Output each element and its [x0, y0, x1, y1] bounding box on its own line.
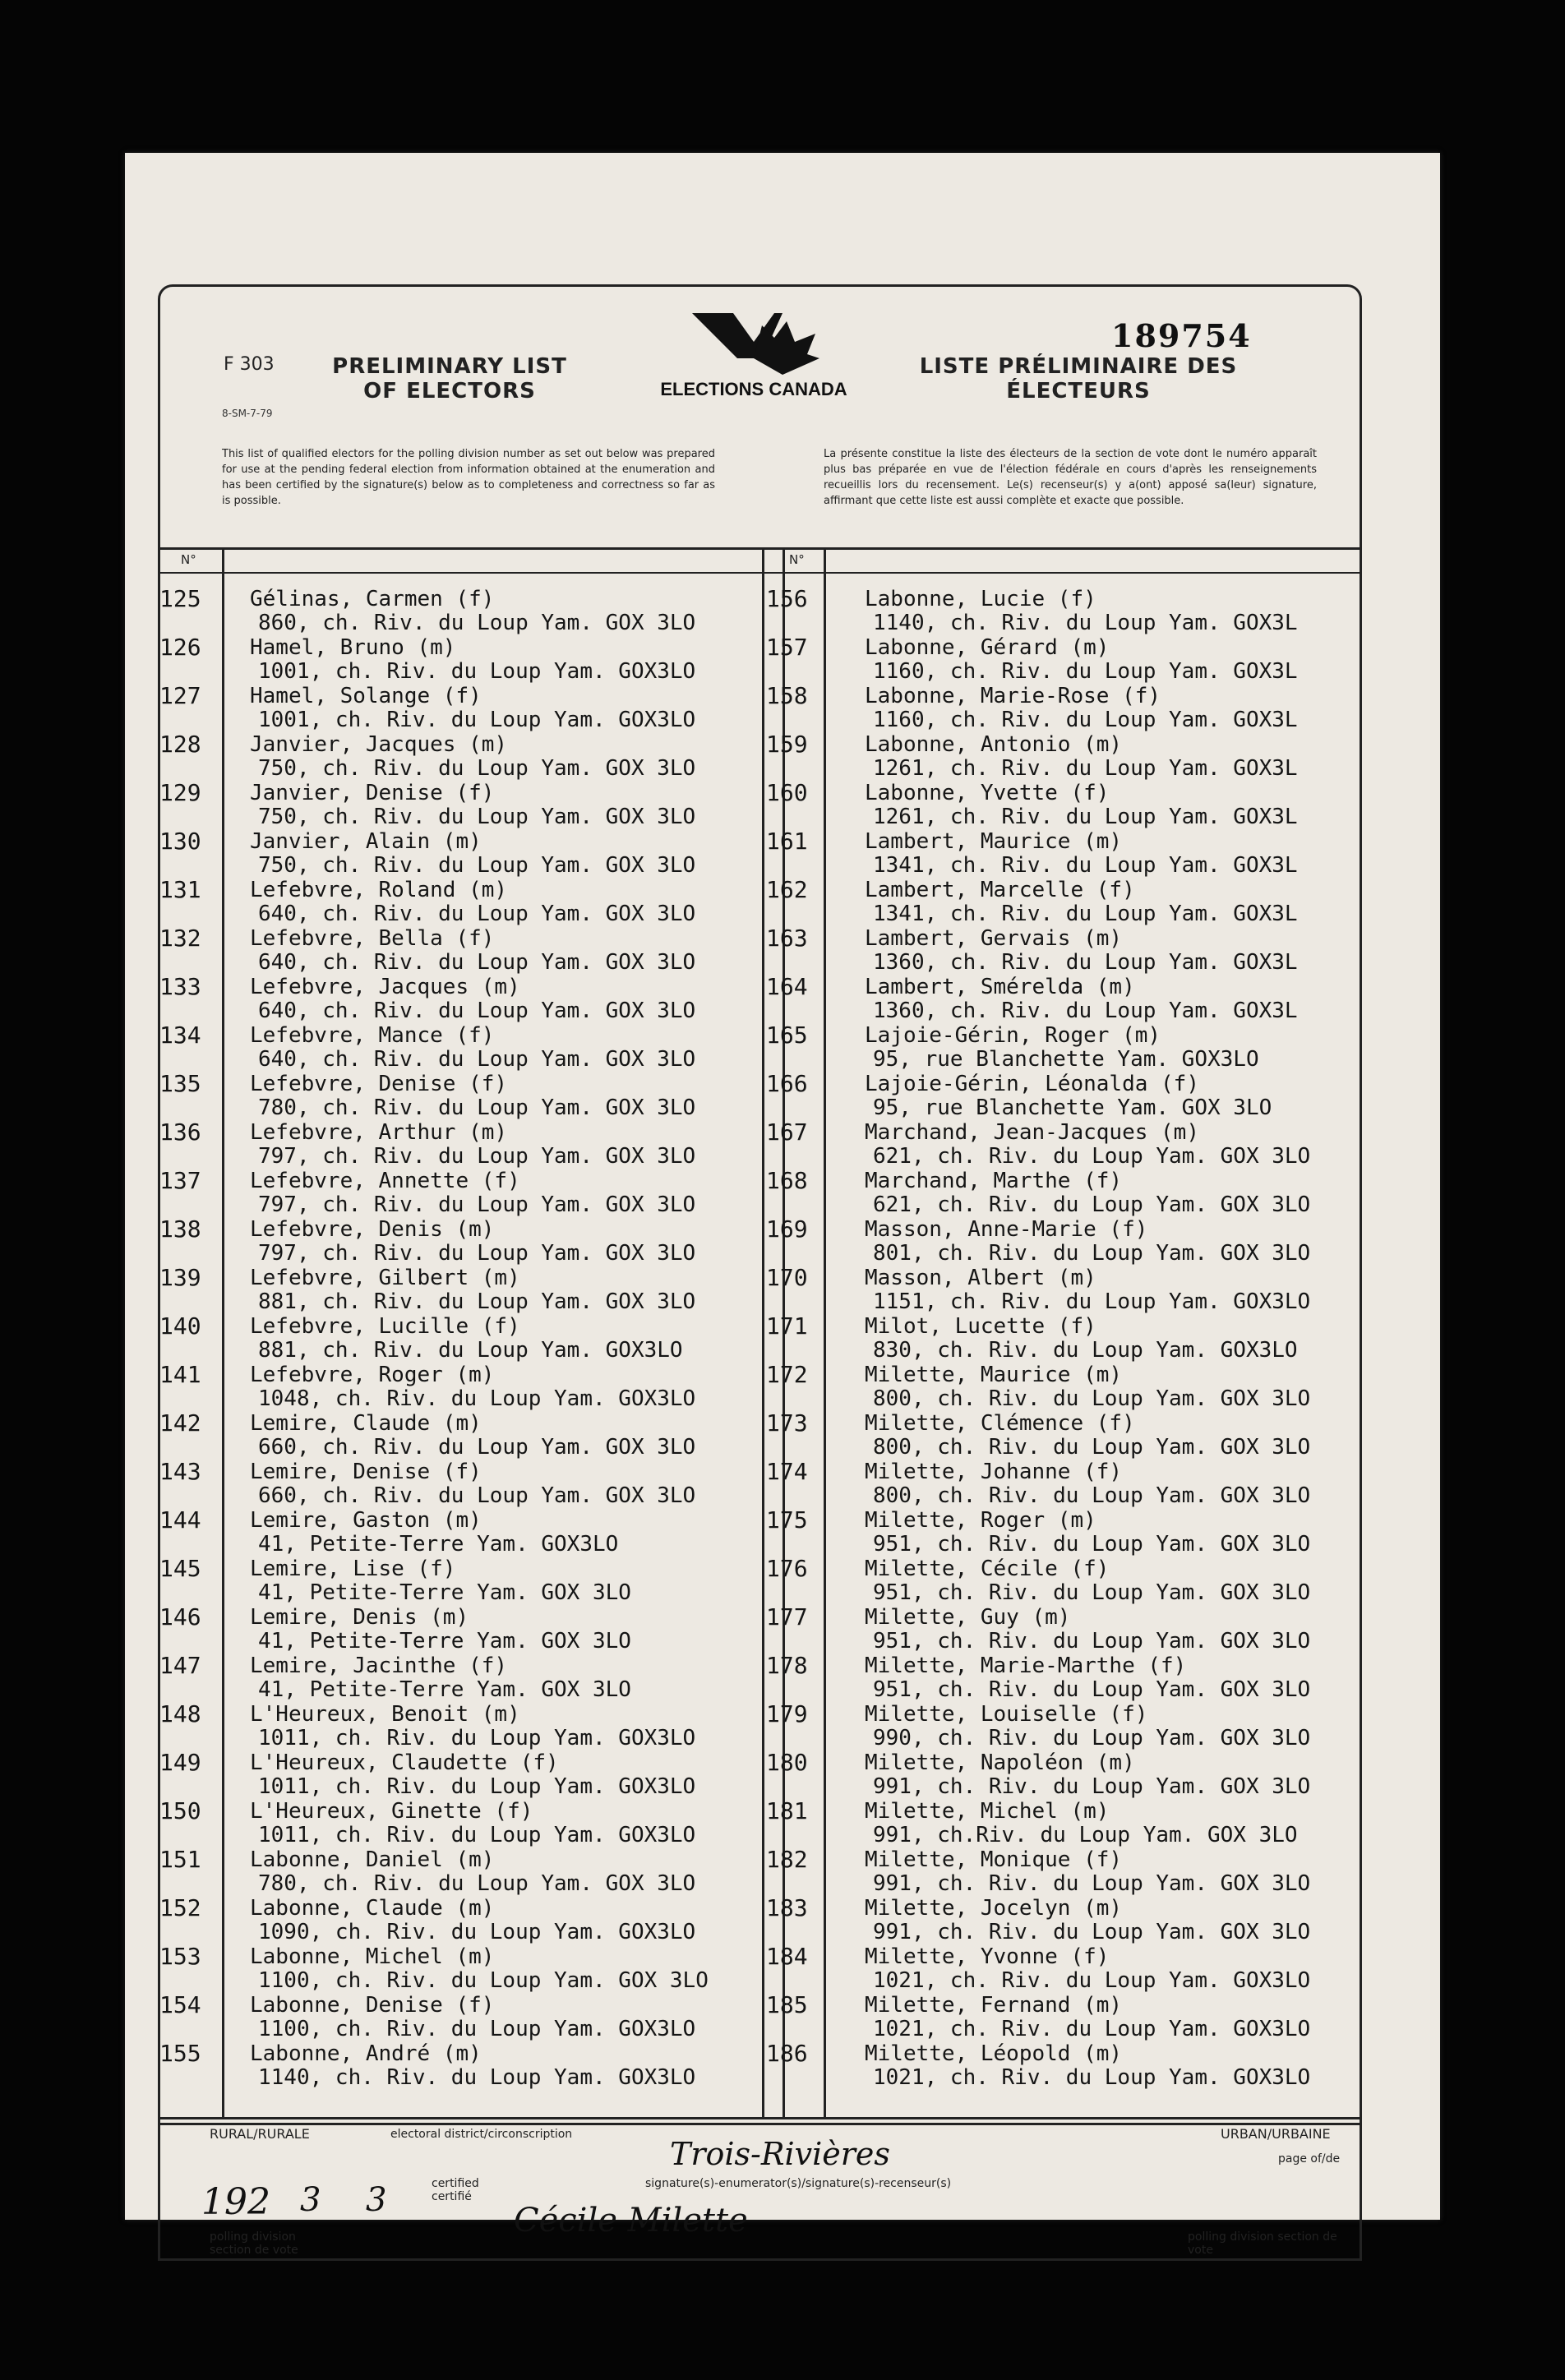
elector-name: Lefebvre, Denis (m)	[250, 1217, 495, 1242]
elector-address: 1100, ch. Riv. du Loup Yam. GOX3LO	[258, 2017, 696, 2041]
elector-name: Marchand, Marthe (f)	[865, 1169, 1123, 1193]
elector-name: Lajoie-Gérin, Léonalda (f)	[865, 1072, 1199, 1096]
elector-entry	[159, 1799, 759, 1847]
elector-entry	[766, 1896, 1358, 1944]
title-fr: LISTE PRÉLIMINAIRE DES ÉLECTEURS	[919, 354, 1238, 404]
elector-address: 1140, ch. Riv. du Loup Yam. GOX3L	[873, 611, 1298, 635]
elector-name: Milette, Louiselle (f)	[865, 1702, 1148, 1727]
district-label: electoral district/circonscription	[390, 2128, 573, 2141]
rural-label: RURAL/RURALE	[210, 2126, 310, 2142]
elector-number: 139	[159, 1264, 201, 1291]
elector-name: Lefebvre, Bella (f)	[250, 926, 495, 951]
elector-name: Labonne, Denise (f)	[250, 1993, 495, 2018]
polling-label: polling division section de vote	[210, 2230, 298, 2257]
elector-address: 797, ch. Riv. du Loup Yam. GOX 3LO	[258, 1144, 696, 1169]
elector-name: Lefebvre, Denise (f)	[250, 1072, 508, 1096]
elector-number: 179	[766, 1700, 808, 1727]
elections-canada-logo	[660, 309, 847, 416]
elector-entry	[766, 926, 1358, 975]
elector-entry	[766, 1508, 1358, 1557]
elector-entry	[159, 635, 759, 684]
elector-number: 178	[766, 1652, 808, 1679]
elector-number: 181	[766, 1797, 808, 1824]
elector-entry	[159, 1654, 759, 1702]
document-page	[125, 153, 1440, 2257]
enumerator-signature: Cécile Milette	[514, 2202, 748, 2239]
elector-entry	[159, 781, 759, 829]
elector-number: 153	[159, 1943, 201, 1970]
elector-number: 167	[766, 1119, 808, 1146]
elector-name: Lemire, Claude (m)	[250, 1411, 482, 1436]
elector-entry	[766, 732, 1358, 781]
elector-number: 126	[159, 634, 201, 661]
logo-text: ELECTIONS CANADA	[660, 379, 847, 399]
elector-number: 128	[159, 731, 201, 758]
elector-name: Milette, Johanne (f)	[865, 1460, 1123, 1484]
table-top-rule	[158, 547, 1362, 550]
mid-rule-a	[762, 547, 764, 2117]
elector-name: Lambert, Marcelle (f)	[865, 878, 1135, 902]
elector-name: Lefebvre, Arthur (m)	[250, 1120, 508, 1145]
elector-number: 155	[159, 2040, 201, 2067]
elector-entry	[766, 1266, 1358, 1314]
elector-name: Lefebvre, Annette (f)	[250, 1169, 520, 1193]
elector-address: 95, rue Blanchette Yam. GOX 3LO	[873, 1095, 1272, 1120]
elector-name: Lemire, Lise (f)	[250, 1557, 456, 1581]
elector-number: 146	[159, 1603, 201, 1630]
elector-entry	[766, 1557, 1358, 1605]
elector-name: Labonne, Antonio (m)	[865, 732, 1123, 757]
elector-name: Labonne, André (m)	[250, 2041, 482, 2066]
elector-entry	[159, 1363, 759, 1411]
elector-number: 138	[159, 1215, 201, 1243]
elector-number: 127	[159, 682, 201, 709]
elector-number: 171	[766, 1312, 808, 1340]
elector-address: 1021, ch. Riv. du Loup Yam. GOX3LO	[873, 1968, 1311, 1993]
elector-number: 169	[766, 1215, 808, 1243]
elector-number: 183	[766, 1894, 808, 1921]
elector-number: 158	[766, 682, 808, 709]
elector-entry	[159, 1023, 759, 1072]
elector-name: Lajoie-Gérin, Roger (m)	[865, 1023, 1161, 1048]
elector-entry	[766, 1460, 1358, 1508]
elector-address: 800, ch. Riv. du Loup Yam. GOX 3LO	[873, 1435, 1311, 1460]
elector-number: 170	[766, 1264, 808, 1291]
elector-number: 151	[159, 1846, 201, 1873]
elector-entry	[159, 1557, 759, 1605]
elector-number: 135	[159, 1070, 201, 1097]
elector-address: 1261, ch. Riv. du Loup Yam. GOX3L	[873, 756, 1298, 781]
elector-number: 156	[766, 585, 808, 612]
elector-number: 162	[766, 876, 808, 903]
elector-address: 640, ch. Riv. du Loup Yam. GOX 3LO	[258, 950, 696, 975]
elector-address: 660, ch. Riv. du Loup Yam. GOX 3LO	[258, 1435, 696, 1460]
elector-address: 41, Petite-Terre Yam. GOX 3LO	[258, 1677, 631, 1702]
elector-entry	[766, 1411, 1358, 1460]
elector-address: 1151, ch. Riv. du Loup Yam. GOX3LO	[873, 1289, 1311, 1314]
elector-address: 797, ch. Riv. du Loup Yam. GOX 3LO	[258, 1192, 696, 1217]
elector-address: 780, ch. Riv. du Loup Yam. GOX 3LO	[258, 1871, 696, 1896]
elector-number: 130	[159, 828, 201, 855]
elector-entry	[159, 975, 759, 1023]
elector-address: 1360, ch. Riv. du Loup Yam. GOX3L	[873, 999, 1298, 1023]
elector-address: 95, rue Blanchette Yam. GOX3LO	[873, 1047, 1259, 1072]
elector-address: 991, ch. Riv. du Loup Yam. GOX 3LO	[873, 1774, 1311, 1799]
elector-address: 41, Petite-Terre Yam. GOX3LO	[258, 1532, 619, 1557]
elector-name: Lambert, Smérelda (m)	[865, 975, 1135, 999]
elector-number: 136	[159, 1119, 201, 1146]
elector-address: 780, ch. Riv. du Loup Yam. GOX 3LO	[258, 1095, 696, 1120]
elector-entry	[766, 781, 1358, 829]
elector-address: 830, ch. Riv. du Loup Yam. GOX3LO	[873, 1338, 1298, 1363]
elector-entry	[159, 1847, 759, 1896]
elector-name: Masson, Anne-Marie (f)	[865, 1217, 1148, 1242]
elector-number: 141	[159, 1361, 201, 1388]
elector-entry	[766, 1799, 1358, 1847]
elector-entry	[766, 1944, 1358, 1993]
elector-address: 621, ch. Riv. du Loup Yam. GOX 3LO	[873, 1144, 1311, 1169]
elector-entry	[766, 1169, 1358, 1217]
elector-name: Janvier, Alain (m)	[250, 829, 482, 854]
elector-address: 1100, ch. Riv. du Loup Yam. GOX 3LO	[258, 1968, 709, 1993]
elector-name: Milette, Marie-Marthe (f)	[865, 1654, 1187, 1678]
elector-name: Milette, Léopold (m)	[865, 2041, 1123, 2066]
elector-number: 157	[766, 634, 808, 661]
polling-label-urban: polling division section de vote	[1188, 2230, 1337, 2257]
elector-address: 860, ch. Riv. du Loup Yam. GOX 3LO	[258, 611, 696, 635]
elector-number: 154	[159, 1991, 201, 2018]
elector-address: 1021, ch. Riv. du Loup Yam. GOX3LO	[873, 2065, 1311, 2090]
signature-label: signature(s)-enumerator(s)/signature(s)-recenseur(s)	[645, 2177, 952, 2190]
intro-en: This list of qualified electors for the polling division number as set out below was prepared for use at the pending federal election from information obtained at the enumeration and has been certified by the signature(s) below as to completeness and correctness so far as is possible.	[222, 448, 715, 507]
elector-name: Labonne, Marie-Rose (f)	[865, 684, 1161, 708]
elector-address: 1021, ch. Riv. du Loup Yam. GOX3LO	[873, 2017, 1311, 2041]
elector-address: 881, ch. Riv. du Loup Yam. GOX3LO	[258, 1338, 683, 1363]
elector-number: 173	[766, 1409, 808, 1437]
elector-entry	[159, 1411, 759, 1460]
elector-number: 133	[159, 973, 201, 1000]
elector-number: 159	[766, 731, 808, 758]
elector-address: 951, ch. Riv. du Loup Yam. GOX 3LO	[873, 1580, 1311, 1605]
elector-entry	[159, 1169, 759, 1217]
elector-name: Lemire, Jacinthe (f)	[250, 1654, 508, 1678]
elector-name: Milette, Guy (m)	[865, 1605, 1071, 1630]
elector-entry	[766, 1750, 1358, 1799]
elector-address: 1261, ch. Riv. du Loup Yam. GOX3L	[873, 805, 1298, 829]
elector-number: 186	[766, 2040, 808, 2067]
elector-name: Lefebvre, Jacques (m)	[250, 975, 520, 999]
elector-entry	[159, 684, 759, 732]
elector-entry	[766, 1847, 1358, 1896]
elector-number: 184	[766, 1943, 808, 1970]
elector-name: Lemire, Gaston (m)	[250, 1508, 482, 1533]
elector-address: 800, ch. Riv. du Loup Yam. GOX 3LO	[873, 1483, 1311, 1508]
elector-entry	[766, 1993, 1358, 2041]
elector-entry	[766, 587, 1358, 635]
elector-number: 165	[766, 1022, 808, 1049]
elector-entry	[766, 1605, 1358, 1654]
elector-address: 1341, ch. Riv. du Loup Yam. GOX3L	[873, 853, 1298, 878]
elector-entry	[159, 1993, 759, 2041]
elector-name: Janvier, Denise (f)	[250, 781, 495, 805]
elector-number: 164	[766, 973, 808, 1000]
elector-name: Labonne, Michel (m)	[250, 1944, 495, 1969]
polling-number: 192	[201, 2181, 270, 2223]
page-number: 3	[300, 2181, 321, 2219]
elector-name: Milette, Roger (m)	[865, 1508, 1096, 1533]
elector-number: 175	[766, 1506, 808, 1534]
elector-number: 174	[766, 1458, 808, 1485]
elector-number: 168	[766, 1167, 808, 1194]
elector-entry	[159, 1120, 759, 1169]
elector-name: Milot, Lucette (f)	[865, 1314, 1096, 1339]
elector-name: Milette, Monique (f)	[865, 1847, 1123, 1872]
elector-entry	[159, 1072, 759, 1120]
elector-address: 621, ch. Riv. du Loup Yam. GOX 3LO	[873, 1192, 1311, 1217]
urban-label: URBAN/URBAINE	[1221, 2126, 1331, 2142]
elector-name: Milette, Cécile (f)	[865, 1557, 1110, 1581]
elector-entry	[159, 1217, 759, 1266]
elector-number: 134	[159, 1022, 201, 1049]
elector-entry	[766, 1023, 1358, 1072]
elector-number: 176	[766, 1555, 808, 1582]
elector-name: Lefebvre, Lucille (f)	[250, 1314, 520, 1339]
elector-number: 161	[766, 828, 808, 855]
elector-name: Milette, Clémence (f)	[865, 1411, 1135, 1436]
elector-entry	[159, 1944, 759, 1993]
elector-number: 150	[159, 1797, 201, 1824]
elector-entry	[159, 732, 759, 781]
elector-number: 145	[159, 1555, 201, 1582]
elector-address: 41, Petite-Terre Yam. GOX 3LO	[258, 1629, 631, 1654]
elector-number: 149	[159, 1749, 201, 1776]
elector-name: Lefebvre, Roger (m)	[250, 1363, 495, 1387]
elector-entry	[766, 1363, 1358, 1411]
elector-address: 800, ch. Riv. du Loup Yam. GOX 3LO	[873, 1386, 1311, 1411]
title-en: PRELIMINARY LIST OF ELECTORS	[332, 354, 567, 404]
elector-address: 1160, ch. Riv. du Loup Yam. GOX3L	[873, 708, 1298, 732]
elector-entry	[159, 1896, 759, 1944]
elector-address: 750, ch. Riv. du Loup Yam. GOX 3LO	[258, 853, 696, 878]
elector-number: 172	[766, 1361, 808, 1388]
no-header-right: N°	[789, 552, 805, 567]
elector-address: 41, Petite-Terre Yam. GOX 3LO	[258, 1580, 631, 1605]
intro-fr: La présente constitue la liste des électeurs de la section de vote dont le numéro apparaît plus bas préparée en vue de l'élection fédérale en cours d'après les renseignements recueillis lors du recensement. Le(s) recenseur(s) y a(ont) apposé sa(leur) signature, affirmant que cette liste est aussi complète et exacte que possible.	[824, 448, 1317, 507]
elector-address: 1160, ch. Riv. du Loup Yam. GOX3L	[873, 659, 1298, 684]
elector-address: 1011, ch. Riv. du Loup Yam. GOX3LO	[258, 1774, 696, 1799]
elector-address: 991, ch.Riv. du Loup Yam. GOX 3LO	[873, 1823, 1298, 1847]
elector-name: Lefebvre, Roland (m)	[250, 878, 508, 902]
elector-number: 147	[159, 1652, 201, 1679]
district-value: Trois-Rivières	[670, 2136, 890, 2172]
elector-number: 152	[159, 1894, 201, 1921]
elector-address: 951, ch. Riv. du Loup Yam. GOX 3LO	[873, 1629, 1311, 1654]
elector-number: 185	[766, 1991, 808, 2018]
elector-entry	[766, 1314, 1358, 1363]
elector-address: 1341, ch. Riv. du Loup Yam. GOX3L	[873, 902, 1298, 926]
elector-address: 640, ch. Riv. du Loup Yam. GOX 3LO	[258, 999, 696, 1023]
no-header-left: N°	[181, 552, 196, 567]
serial-number: 189754	[1111, 317, 1252, 354]
elector-number: 163	[766, 925, 808, 952]
elector-number: 166	[766, 1070, 808, 1097]
elector-address: 801, ch. Riv. du Loup Yam. GOX 3LO	[873, 1241, 1311, 1266]
elector-entry	[766, 1654, 1358, 1702]
elector-address: 881, ch. Riv. du Loup Yam. GOX 3LO	[258, 1289, 696, 1314]
elector-entry	[159, 1266, 759, 1314]
elector-number: 180	[766, 1749, 808, 1776]
certified-label: certified certifié	[432, 2177, 479, 2203]
form-footer	[158, 2117, 1362, 2261]
elector-name: L'Heureux, Ginette (f)	[250, 1799, 533, 1824]
elector-name: Masson, Albert (m)	[865, 1266, 1096, 1290]
elector-entry	[159, 1460, 759, 1508]
elector-address: 1140, ch. Riv. du Loup Yam. GOX3LO	[258, 2065, 696, 2090]
form-id: F 303	[224, 354, 275, 375]
elector-entry	[159, 1750, 759, 1799]
elector-entry	[159, 926, 759, 975]
elector-address: 1011, ch. Riv. du Loup Yam. GOX3LO	[258, 1823, 696, 1847]
elector-number: 140	[159, 1312, 201, 1340]
elector-address: 750, ch. Riv. du Loup Yam. GOX 3LO	[258, 756, 696, 781]
elector-name: Milette, Maurice (m)	[865, 1363, 1123, 1387]
elector-entry	[159, 1605, 759, 1654]
form-code: 8-SM-7-79	[222, 408, 273, 419]
elector-name: Lemire, Denis (m)	[250, 1605, 469, 1630]
elector-address: 660, ch. Riv. du Loup Yam. GOX 3LO	[258, 1483, 696, 1508]
elector-list-right	[766, 587, 1358, 2090]
elector-name: Lefebvre, Gilbert (m)	[250, 1266, 520, 1290]
elector-address: 1090, ch. Riv. du Loup Yam. GOX3LO	[258, 1920, 696, 1944]
elector-number: 182	[766, 1846, 808, 1873]
elector-number: 137	[159, 1167, 201, 1194]
elector-name: Milette, Michel (m)	[865, 1799, 1110, 1824]
elector-name: Milette, Jocelyn (m)	[865, 1896, 1123, 1921]
elector-name: Labonne, Gérard (m)	[865, 635, 1110, 660]
elector-name: L'Heureux, Benoit (m)	[250, 1702, 520, 1727]
elector-address: 991, ch. Riv. du Loup Yam. GOX 3LO	[873, 1871, 1311, 1896]
elector-entry	[766, 1072, 1358, 1120]
elector-address: 797, ch. Riv. du Loup Yam. GOX 3LO	[258, 1241, 696, 1266]
elector-entry	[159, 1702, 759, 1750]
elector-entry	[766, 1120, 1358, 1169]
elector-entry	[159, 878, 759, 926]
elector-entry	[766, 1217, 1358, 1266]
elector-address: 951, ch. Riv. du Loup Yam. GOX 3LO	[873, 1532, 1311, 1557]
elector-entry	[766, 2041, 1358, 2090]
elector-address: 990, ch. Riv. du Loup Yam. GOX 3LO	[873, 1726, 1311, 1750]
elector-name: Hamel, Solange (f)	[250, 684, 482, 708]
elector-name: Labonne, Yvette (f)	[865, 781, 1110, 805]
elector-number: 148	[159, 1700, 201, 1727]
elector-entry	[159, 829, 759, 878]
elector-name: L'Heureux, Claudette (f)	[250, 1750, 559, 1775]
elector-name: Janvier, Jacques (m)	[250, 732, 508, 757]
elector-entry	[159, 2041, 759, 2090]
elector-address: 750, ch. Riv. du Loup Yam. GOX 3LO	[258, 805, 696, 829]
elector-address: 640, ch. Riv. du Loup Yam. GOX 3LO	[258, 1047, 696, 1072]
elector-address: 1001, ch. Riv. du Loup Yam. GOX3LO	[258, 659, 696, 684]
elector-number: 144	[159, 1506, 201, 1534]
elector-name: Lambert, Gervais (m)	[865, 926, 1123, 951]
elector-address: 1001, ch. Riv. du Loup Yam. GOX3LO	[258, 708, 696, 732]
page-total: 3	[366, 2181, 387, 2219]
elector-address: 1011, ch. Riv. du Loup Yam. GOX3LO	[258, 1726, 696, 1750]
elector-name: Labonne, Lucie (f)	[865, 587, 1096, 611]
elector-entry	[766, 878, 1358, 926]
elector-name: Lefebvre, Mance (f)	[250, 1023, 495, 1048]
elector-list-left	[159, 587, 759, 2090]
elector-address: 951, ch. Riv. du Loup Yam. GOX 3LO	[873, 1677, 1311, 1702]
elector-name: Labonne, Claude (m)	[250, 1896, 495, 1921]
elector-number: 160	[766, 779, 808, 806]
elector-entry	[766, 635, 1358, 684]
elector-number: 131	[159, 876, 201, 903]
elector-name: Labonne, Daniel (m)	[250, 1847, 495, 1872]
elector-number: 142	[159, 1409, 201, 1437]
elector-name: Gélinas, Carmen (f)	[250, 587, 495, 611]
elector-name: Hamel, Bruno (m)	[250, 635, 456, 660]
elector-number: 125	[159, 585, 201, 612]
elector-address: 1360, ch. Riv. du Loup Yam. GOX3L	[873, 950, 1298, 975]
elector-entry	[159, 1314, 759, 1363]
elector-entry	[159, 1508, 759, 1557]
elector-entry	[766, 684, 1358, 732]
elector-name: Milette, Yvonne (f)	[865, 1944, 1110, 1969]
elector-name: Marchand, Jean-Jacques (m)	[865, 1120, 1199, 1145]
elector-number: 129	[159, 779, 201, 806]
elector-number: 132	[159, 925, 201, 952]
elector-address: 991, ch. Riv. du Loup Yam. GOX 3LO	[873, 1920, 1311, 1944]
elector-name: Milette, Napoléon (m)	[865, 1750, 1135, 1775]
elector-name: Lemire, Denise (f)	[250, 1460, 482, 1484]
elector-address: 640, ch. Riv. du Loup Yam. GOX 3LO	[258, 902, 696, 926]
elector-entry	[159, 587, 759, 635]
elector-name: Milette, Fernand (m)	[865, 1993, 1123, 2018]
table-header-rule	[158, 572, 1362, 574]
elector-name: Lambert, Maurice (m)	[865, 829, 1123, 854]
elector-entry	[766, 975, 1358, 1023]
elector-number: 177	[766, 1603, 808, 1630]
elector-address: 1048, ch. Riv. du Loup Yam. GOX3LO	[258, 1386, 696, 1411]
elector-entry	[766, 1702, 1358, 1750]
page-label: page of/de	[1278, 2152, 1341, 2166]
elector-entry	[766, 829, 1358, 878]
elector-number: 143	[159, 1458, 201, 1485]
